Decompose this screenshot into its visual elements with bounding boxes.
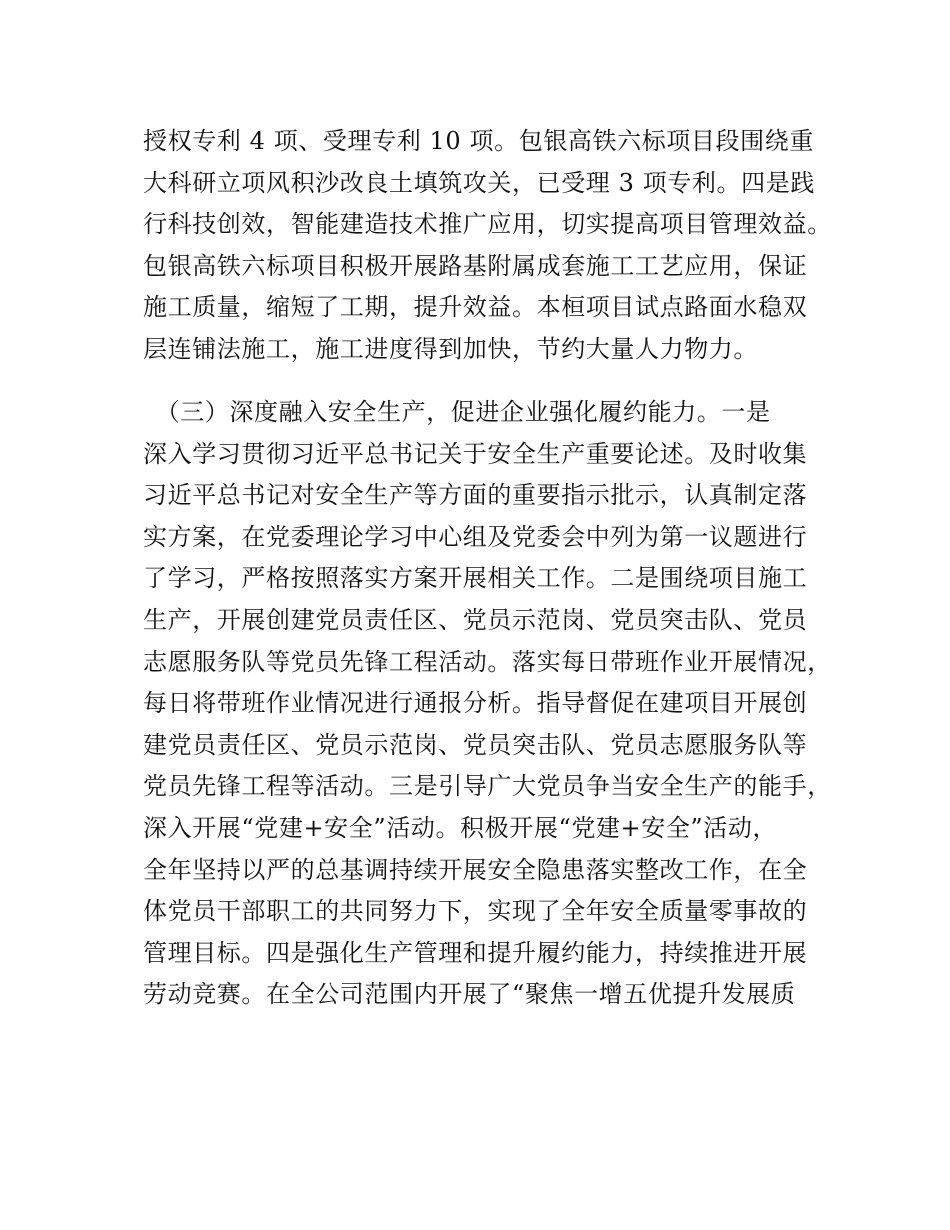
paragraph-line: 深入开展“党建+安全”活动。积极开展“党建+安全”活动， — [143, 813, 778, 842]
paragraph-line: 深入学习贯彻习近平总书记关于安全生产重要论述。及时收集 — [143, 439, 808, 468]
paragraph-2 — [143, 392, 832, 1016]
paragraph-line: 建党员责任区、党员示范岗、党员突击队、党员志愿服务队等 — [143, 730, 808, 759]
paragraph-line: 管理目标。四是强化生产管理和提升履约能力，持续推进开展 — [143, 938, 808, 967]
paragraph-line: 包银高铁六标项目积极开展路基附属成套施工工艺应用，保证 — [143, 251, 808, 280]
paragraph-line: 体党员干部职工的共同努力下，实现了全年安全质量零事故的 — [143, 897, 808, 926]
paragraph-line: 实方案，在党委理论学习中心组及党委会中列为第一议题进行 — [143, 522, 808, 551]
paragraph-line: 志愿服务队等党员先锋工程活动。落实每日带班作业开展情况， — [143, 647, 832, 676]
paragraph-line: 大科研立项风积沙改良土填筑攻关，已受理 3 项专利。四是践 — [143, 168, 815, 197]
paragraph-line: 行科技创效，智能建造技术推广应用，切实提高项目管理效益。 — [143, 210, 832, 239]
paragraph-1 — [143, 121, 832, 371]
paragraph-line: 全年坚持以严的总基调持续开展安全隐患落实整改工作，在全 — [143, 855, 808, 884]
paragraph-line: （三）深度融入安全生产，促进企业强化履约能力。一是 — [143, 398, 771, 426]
paragraph-line: 了学习，严格按照落实方案开展相关工作。二是围绕项目施工 — [143, 564, 808, 593]
paragraph-line: 劳动竞赛。在全公司范围内开展了“聚焦一增五优提升发展质 — [143, 980, 796, 1009]
paragraph-line: 授权专利 4 项、受理专利 10 项。包银高铁六标项目段围绕重 — [143, 127, 814, 155]
paragraph-line: 生产，开展创建党员责任区、党员示范岗、党员突击队、党员 — [143, 605, 808, 634]
paragraph-line: 每日将带班作业情况进行通报分析。指导督促在建项目开展创 — [143, 689, 808, 718]
paragraph-line: 习近平总书记对安全生产等方面的重要指示批示，认真制定落 — [143, 481, 808, 510]
paragraph-line: 党员先锋工程等活动。三是引导广大党员争当安全生产的能手， — [143, 772, 832, 801]
paragraph-line: 施工质量，缩短了工期，提升效益。本桓项目试点路面水稳双 — [143, 293, 808, 322]
paragraph-line: 层连铺法施工，施工进度得到加快，节约大量人力物力。 — [143, 334, 758, 363]
